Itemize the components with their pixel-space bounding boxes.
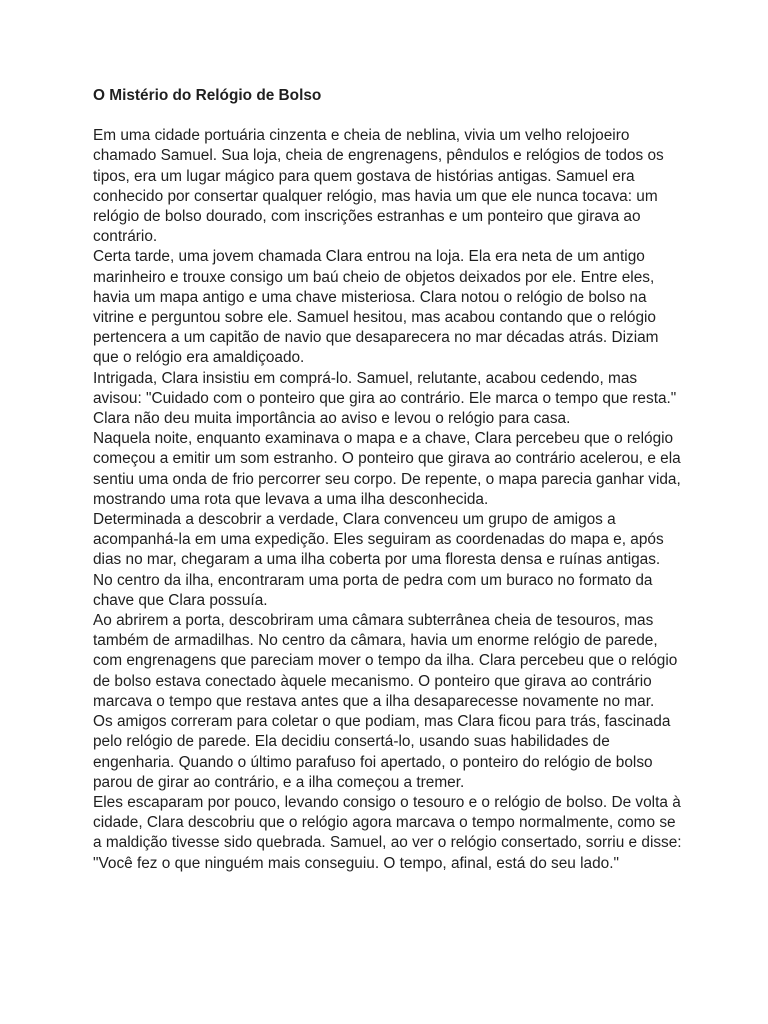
paragraph-2: Certa tarde, uma jovem chamada Clara entrou na loja. Ela era neta de um antigo marinheiro e trouxe consigo um baú cheio de objetos deixados por ele. Entre eles, havia um mapa antigo e uma chave misteriosa. Clara notou o relógio de bolso na vitrine e perguntou sobre ele. Samuel hesitou, mas acabou contando que o relógio pertencera a um capitão de navio que desaparecera no mar décadas atrás. Diziam que o relógio era amaldiçoado. <box>93 248 659 367</box>
paragraph-1: Em uma cidade portuária cinzenta e cheia de neblina, vivia um velho relojoeiro chamado Samuel. Sua loja, cheia de engrenagens, pêndulos e relógios de todos os tipos, era um lugar mágico para quem gostava de histórias antigas. Samuel era conhecido por consertar qualquer relógio, mas havia um que ele nunca tocava: um relógio de bolso dourado, com inscrições estranhas e um ponteiro que girava ao contrário. <box>93 127 664 246</box>
paragraph-3: Intrigada, Clara insistiu em comprá-lo. Samuel, relutante, acabou cedendo, mas avisou: "Cuidado com o ponteiro que gira ao contrário. Ele marca o tempo que resta." Clara não deu muita importância ao aviso e levou o relógio para casa. <box>93 369 677 428</box>
paragraph-6: Ao abrirem a porta, descobriram uma câmara subterrânea cheia de tesouros, mas também de armadilhas. No centro da câmara, havia um enorme relógio de parede, com engrenagens que pareciam mover o tempo da ilha. Clara percebeu que o relógio de bolso estava conectado àquele mecanismo. O ponteiro que girava ao contrário marcava o tempo que restava antes que a ilha desaparecesse novamente no mar. <box>93 612 678 710</box>
document-body <box>93 86 683 874</box>
paragraph-4: Naquela noite, enquanto examinava o mapa e a chave, Clara percebeu que o relógio começou a emitir um som estranho. O ponteiro que girava ao contrário acelerou, e ela sentiu uma onda de frio percorrer seu corpo. De repente, o mapa parecia ganhar vida, mostrando uma rota que levava a uma ilha desconhecida. <box>93 430 681 508</box>
document-title: O Mistério do Relógio de Bolso <box>93 87 322 104</box>
paragraph-5: Determinada a descobrir a verdade, Clara convenceu um grupo de amigos a acompanhá-la em uma expedição. Eles seguiram as coordenadas do mapa e, após dias no mar, chegaram a uma ilha coberta por uma floresta densa e ruínas antigas. No centro da ilha, encontraram uma porta de pedra com um buraco no formato da chave que Clara possuía. <box>93 511 664 609</box>
paragraph-7: Os amigos correram para coletar o que podiam, mas Clara ficou para trás, fascinada pelo relógio de parede. Ela decidiu consertá-lo, usando suas habilidades de engenharia. Quando o último parafuso foi apertado, o ponteiro do relógio de bolso parou de girar ao contrário, e a ilha começou a tremer. <box>93 713 671 791</box>
paragraph-8: Eles escaparam por pouco, levando consigo o tesouro e o relógio de bolso. De volta à cidade, Clara descobriu que o relógio agora marcava o tempo normalmente, como se a maldição tivesse sido quebrada. Samuel, ao ver o relógio consertado, sorriu e disse: "Você fez o que ninguém mais conseguiu. O tempo, afinal, está do seu lado." <box>93 793 682 872</box>
